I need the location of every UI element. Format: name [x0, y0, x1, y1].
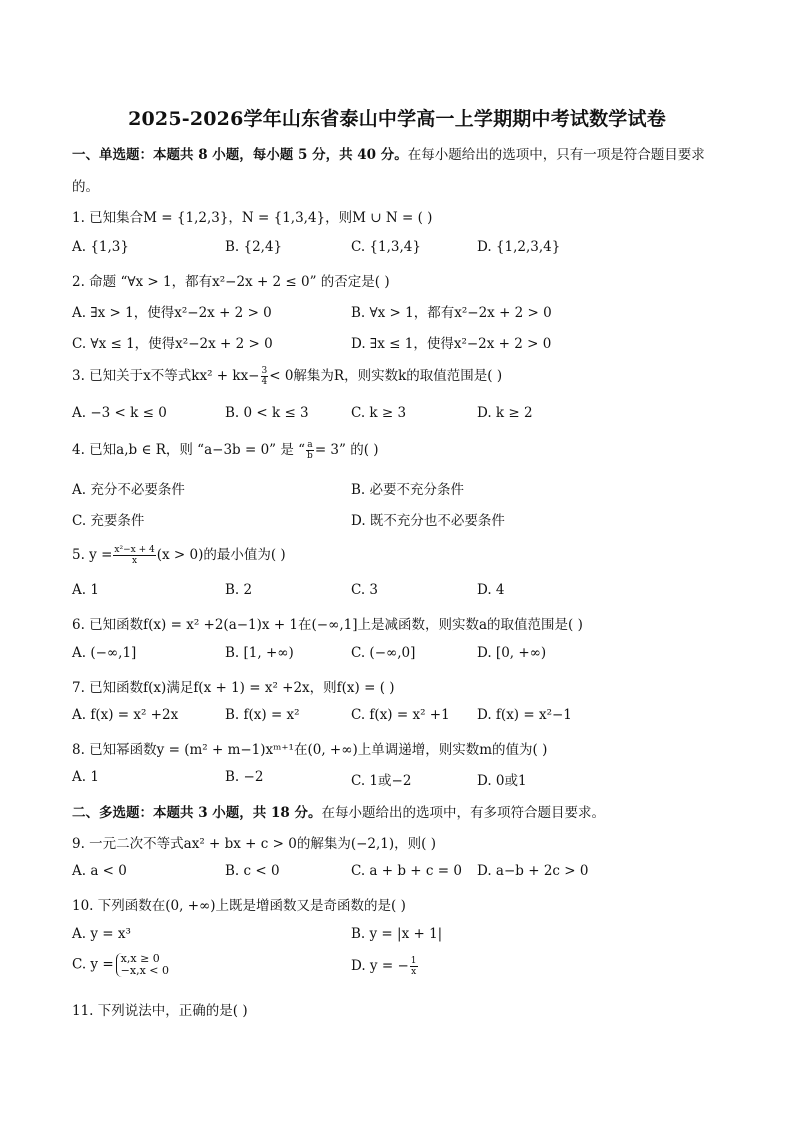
q10-case-2: −x,x < 0 — [120, 964, 170, 977]
q3-frac-num: 3 — [261, 366, 268, 376]
section2-body: 在每小题给出的选项中，有多项符合题目要求。 — [321, 805, 605, 821]
q4-stem — [72, 438, 722, 461]
q3-stem-pre: 3. 已知关于x不等式kx² + kx− — [72, 368, 260, 384]
q2-option-b: B. ∀x > 1，都有x²−2x + 2 > 0 — [351, 305, 552, 321]
q6-option-b: B. [1, +∞) — [225, 645, 294, 661]
q6-option-d: D. [0, +∞) — [477, 645, 547, 661]
q8-stem: 8. 已知幂函数y = (m² + m−1)xᵐ⁺¹在(0, +∞)上单调递增，则实数m的值为( ) — [72, 742, 548, 758]
q7-option-a: A. f(x) = x² +2x — [72, 707, 179, 723]
q7-option-c: C. f(x) = x² +1 — [351, 707, 450, 723]
section1-body: 在每小题给出的选项中，只有一项是符合题目要求 — [407, 147, 705, 163]
q8-option-a: A. 1 — [72, 769, 99, 785]
q1-option-a: A. {1,3} — [72, 239, 129, 255]
section1-tail: 的。 — [72, 179, 99, 195]
q10-d-frac-num: 1 — [410, 956, 417, 966]
q3-stem — [72, 364, 722, 387]
q4-frac-den: b — [307, 451, 313, 461]
q4-option-c: C. 充要条件 — [72, 513, 145, 529]
q10-case-1: x,x ≥ 0 — [120, 952, 160, 965]
q1-stem: 1. 已知集合M = {1,2,3}，N = {1,3,4}，则M ∪ N = ( ) — [72, 210, 433, 226]
q8-option-c: C. 1或−2 — [351, 773, 412, 789]
q9-option-a: A. a < 0 — [72, 863, 127, 879]
q5-option-b: B. 2 — [225, 582, 253, 598]
q9-option-d: D. a−b + 2c > 0 — [477, 863, 589, 879]
q3-frac-den: 4 — [261, 377, 268, 387]
q10-d-fraction — [410, 956, 418, 977]
q5-frac-den: x — [132, 556, 138, 566]
q1-option-b: B. {2,4} — [225, 239, 283, 255]
q5-option-a: A. 1 — [72, 582, 99, 598]
q5-option-d: D. 4 — [477, 582, 505, 598]
q4-option-b: B. 必要不充分条件 — [351, 482, 465, 498]
q5-stem-post: (x > 0)的最小值为( ) — [156, 547, 286, 563]
q1-option-c: C. {1,3,4} — [351, 239, 421, 255]
q5-fraction — [113, 545, 155, 566]
q3-stem-post: < 0解集为R，则实数k的取值范围是( ) — [269, 368, 503, 384]
q11-stem: 11. 下列说法中，正确的是( ) — [72, 1003, 248, 1019]
q4-stem-post: = 3” 的( ) — [314, 442, 379, 458]
q10-option-d-prefix: D. y = − — [351, 958, 409, 974]
q7-stem: 7. 已知函数f(x)满足f(x + 1) = x² +2x，则f(x) = ( ) — [72, 680, 395, 696]
q8-option-d: D. 0或1 — [477, 773, 527, 789]
section2-head: 二、多选题：本题共 3 小题，共 18 分。 — [72, 805, 322, 821]
q3-option-b: B. 0 < k ≤ 3 — [225, 405, 309, 421]
q4-option-a: A. 充分不必要条件 — [72, 482, 185, 498]
q8-option-b: B. −2 — [225, 769, 264, 785]
q3-option-d: D. k ≥ 2 — [477, 405, 533, 421]
q3-fraction — [261, 366, 269, 387]
q6-option-a: A. (−∞,1] — [72, 645, 137, 661]
q5-option-c: C. 3 — [351, 582, 379, 598]
q10-option-b: B. y = |x + 1| — [351, 926, 443, 942]
q10-piecewise — [116, 953, 169, 977]
q10-option-a: A. y = x³ — [72, 926, 131, 942]
q10-option-d — [351, 956, 419, 977]
q2-option-c: C. ∀x ≤ 1，使得x²−2x + 2 > 0 — [72, 336, 273, 352]
q1-option-d: D. {1,2,3,4} — [477, 239, 561, 255]
q2-option-d: D. ∃x ≤ 1，使得x²−2x + 2 > 0 — [351, 336, 552, 352]
q6-stem: 6. 已知函数f(x) = x² +2(a−1)x + 1在(−∞,1]上是减函数，则实数a的取值范围是( ) — [72, 617, 583, 633]
q4-stem-pre: 4. 已知a,b ∈ R，则 “a−3b = 0” 是 “ — [72, 442, 306, 458]
q2-option-a: A. ∃x > 1，使得x²−2x + 2 > 0 — [72, 305, 272, 321]
q4-fraction — [306, 440, 314, 461]
q3-option-c: C. k ≥ 3 — [351, 405, 407, 421]
q10-d-frac-den: x — [411, 967, 417, 977]
q5-stem — [72, 543, 722, 566]
q9-stem: 9. 一元二次不等式ax² + bx + c > 0的解集为(−2,1)，则( ) — [72, 836, 436, 852]
q6-option-c: C. (−∞,0] — [351, 645, 416, 661]
q9-option-b: B. c < 0 — [225, 863, 280, 879]
q9-option-c: C. a + b + c = 0 — [351, 863, 462, 879]
q5-stem-pre: 5. y = — [72, 547, 113, 563]
q5-frac-num: x²−x + 4 — [114, 545, 155, 555]
q10-option-c-prefix: C. y = — [72, 956, 114, 973]
q10-stem: 10. 下列函数在(0, +∞)上既是增函数又是奇函数的是( ) — [72, 898, 406, 914]
section1-header — [72, 143, 722, 163]
q4-option-d: D. 既不充分也不必要条件 — [351, 513, 505, 529]
section1-head: 一、单选题：本题共 8 小题，每小题 5 分，共 40 分。 — [72, 147, 408, 163]
q7-option-d: D. f(x) = x²−1 — [477, 707, 572, 723]
q2-stem: 2. 命题 “∀x > 1，都有x²−2x + 2 ≤ 0” 的否定是( ) — [72, 274, 390, 290]
section2-header — [72, 801, 722, 821]
q3-option-a: A. −3 < k ≤ 0 — [72, 405, 167, 421]
q7-option-b: B. f(x) = x² — [225, 707, 300, 723]
page-title: 2025-2026学年山东省泰山中学高一上学期期中考试数学试卷 — [128, 108, 666, 130]
q4-frac-num: a — [307, 440, 313, 450]
q10-option-c — [72, 953, 169, 977]
